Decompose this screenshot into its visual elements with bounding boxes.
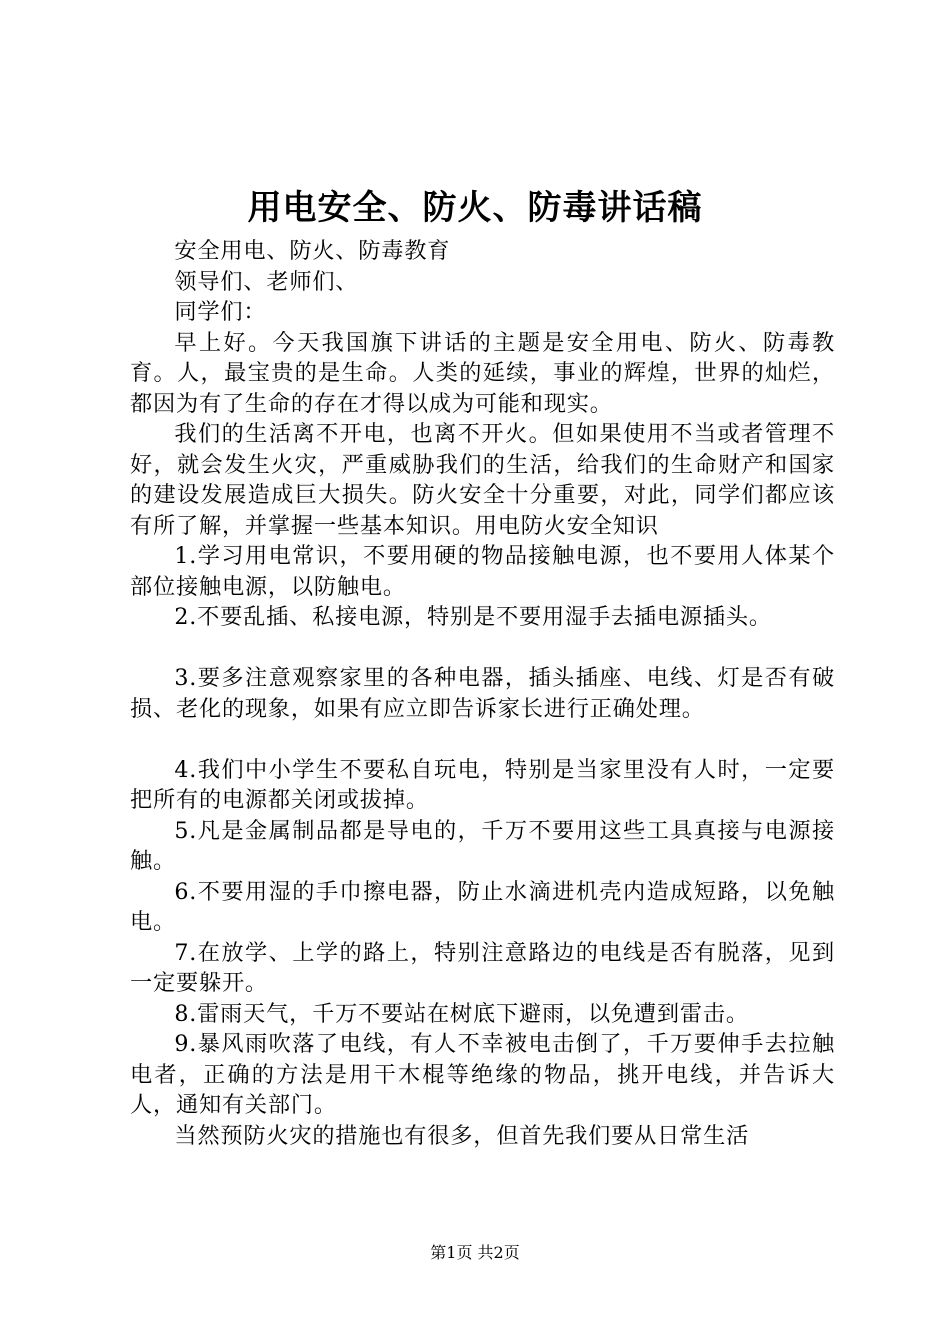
list-item: 6.不要用湿的手巾擦电器，防止水滴进机壳内造成短路，以免触电。 bbox=[130, 878, 835, 935]
list-item: 7.在放学、上学的路上，特别注意路边的电线是否有脱落，见到一定要躲开。 bbox=[130, 939, 835, 996]
list-item: 2.不要乱插、私接电源，特别是不要用湿手去插电源插头。 bbox=[174, 604, 772, 630]
list-item: 4.我们中小学生不要私自玩电，特别是当家里没有人时，一定要把所有的电源都关闭或拔掉。 bbox=[130, 756, 835, 813]
list-item: 8.雷雨天气，千万不要站在树底下避雨，以免遭到雷击。 bbox=[174, 1000, 749, 1027]
document-title: 用电安全、防火、防毒讲话稿 bbox=[247, 188, 703, 228]
list-item: 3.要多注意观察家里的各种电器，插头插座、电线、灯是否有破损、老化的现象，如果有应立即告诉家长进行正确处理。 bbox=[130, 665, 835, 722]
paragraph: 我们的生活离不开电，也离不开火。但如果使用不当或者管理不好，就会发生火灾，严重威胁我们的生活，给我们的生命财产和国家的建设发展造成巨大损失。防火安全十分重要，对此，同学们都应该有所了解，并掌握一些基本知识。用电防火安全知识 bbox=[130, 421, 835, 539]
paragraph: 早上好。今天我国旗下讲话的主题是安全用电、防火、防毒教育。人，最宝贵的是生命。人类的延续，事业的辉煌，世界的灿烂，都因为有了生命的存在才得以成为可能和现实。 bbox=[130, 329, 835, 417]
list-item: 9.暴风雨吹落了电线，有人不幸被电击倒了，千万要伸手去拉触电者，正确的方法是用干木棍等绝缘的物品，挑开电线，并告诉大人，通知有关部门。 bbox=[130, 1031, 835, 1118]
paragraph: 当然预防火灾的措施也有很多，但首先我们要从日常生活 bbox=[174, 1122, 750, 1149]
list-item: 1.学习用电常识，不要用硬的物品接触电源，也不要用人体某个部位接触电源，以防触电。 bbox=[130, 543, 835, 600]
paragraph: 领导们、老师们、 bbox=[174, 268, 359, 295]
paragraph: 安全用电、防火、防毒教育 bbox=[174, 238, 451, 264]
paragraph: 同学们： bbox=[174, 299, 267, 325]
page-number: 第1页 共2页 bbox=[430, 1243, 520, 1262]
list-item: 5.凡是金属制品都是导电的，千万不要用这些工具真接与电源接触。 bbox=[130, 817, 835, 874]
document-body bbox=[130, 236, 835, 1151]
